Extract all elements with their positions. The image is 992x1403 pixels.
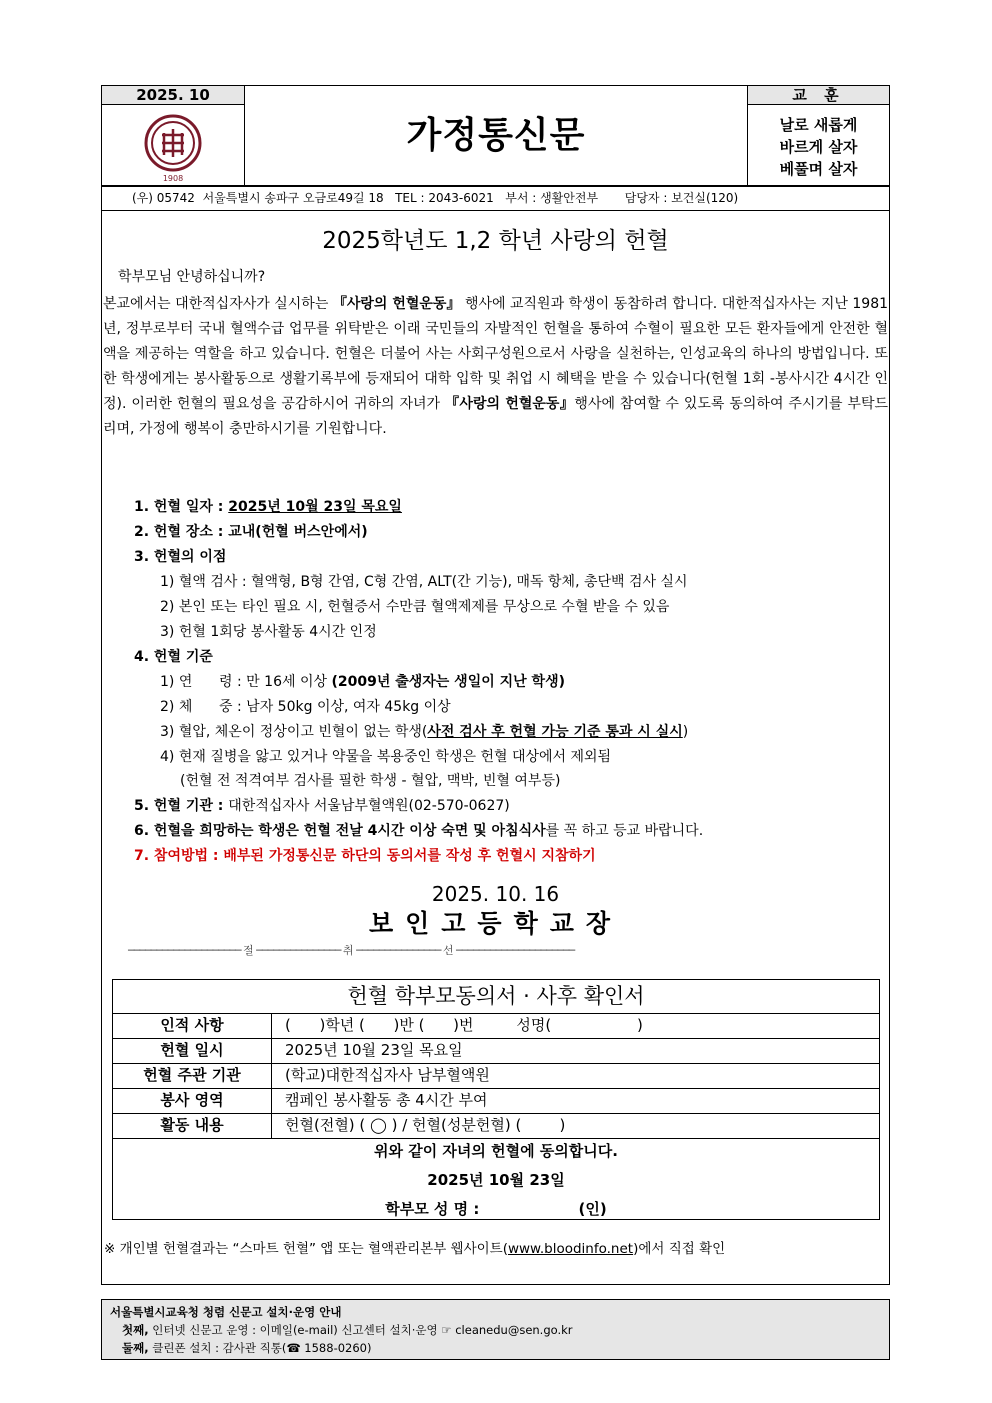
bloodinfo-link[interactable]: www.bloodinfo.net — [507, 1241, 634, 1257]
note-text: )에서 직접 확인 — [633, 1241, 726, 1257]
cut-mark: 선 — [442, 944, 454, 957]
consent-value: 캠페인 봉사활동 총 4시간 부여 — [285, 1091, 488, 1109]
item-place: 2. 헌혈 장소 : 교내(헌혈 버스안에서) — [134, 524, 368, 540]
benefit-2: 2) 본인 또는 타인 필요 시, 헌혈증서 수만큼 혈액제제를 무상으로 수혈 받을 수 있음 — [160, 599, 670, 615]
criteria-4-detail: (헌혈 전 적격여부 검사를 필한 학생 - 혈압, 맥박, 빈혈 여부등) — [180, 773, 561, 789]
consent-label: 헌혈 주관 기관 — [113, 1063, 272, 1088]
item-emphasis: 헌혈 전날 4시간 이상 숙면 및 아침식사 — [303, 823, 546, 839]
cut-line: ──────────────────── 절 ─────────────── 취 ─────────────── 선 ───────────────────── — [128, 944, 575, 957]
criteria-emphasis: 사전 검사 후 헌혈 가능 기준 통과 시 실시 — [427, 724, 683, 740]
campaign-name: 『사랑의 헌혈운동』 — [332, 296, 461, 312]
criteria-text: ) — [682, 724, 689, 740]
consent-value: 2025년 10월 23일 목요일 — [285, 1041, 463, 1059]
item-preparation — [134, 820, 703, 840]
consent-label: 헌혈 일시 — [113, 1038, 272, 1063]
consent-label: 봉사 영역 — [113, 1088, 272, 1113]
motto-heading: 교 훈 — [747, 85, 890, 105]
notice-line — [110, 1339, 889, 1357]
note-text: ※ 개인별 헌혈결과는 “스마트 헌혈” 앱 또는 혈액관리본부 웹사이트( — [104, 1241, 508, 1257]
criteria-1 — [160, 671, 565, 691]
motto-box — [747, 104, 890, 186]
consent-row — [113, 1038, 879, 1064]
signature-date: 2025. 10. 16 — [431, 882, 560, 906]
document-title: 2025학년도 1,2 학년 사랑의 헌혈 — [322, 228, 669, 254]
notice-title: 서울특별시교육청 청렴 신문고 설치·운영 안내 — [110, 1305, 342, 1319]
item-agency — [134, 795, 510, 815]
address-line: (우) 05742 서울특별시 송파구 오금로49길 18 TEL : 2043-6021 부서 : 생활안전부 담당자 : 보건실(120) — [101, 186, 890, 211]
criteria-text: 3) 혈압, 체온이 정상이고 빈혈이 없는 학생( — [160, 724, 428, 740]
consent-row — [113, 1088, 879, 1114]
motto-line: 날로 새롭게 — [779, 116, 858, 134]
item-label: 1. 헌혈 일자 : — [134, 499, 229, 515]
issue-date: 2025. 10 — [101, 85, 245, 105]
item-benefits: 3. 헌혈의 이점 — [134, 549, 227, 565]
benefit-1: 1) 혈액 검사 : 혈액형, B형 간염, C형 간염, ALT(간 기능), 매독 항체, 총단백 검사 실시 — [160, 574, 688, 590]
consent-value: (학교)대한적십자사 남부혈액원 — [285, 1066, 490, 1084]
consent-label: 인적 사항 — [113, 1013, 272, 1038]
item-text: 를 꼭 하고 등교 바랍니다. — [545, 823, 704, 839]
item-criteria: 4. 헌혈 기준 — [134, 649, 213, 665]
integrity-notice — [101, 1299, 890, 1360]
benefit-3: 3) 헌혈 1회당 봉사활동 4시간 인정 — [160, 624, 377, 640]
motto-line: 베풀며 살자 — [779, 160, 858, 178]
greeting: 학부모님 안녕하십니까? — [118, 269, 266, 285]
criteria-text: 1) 연 령 : 만 16세 이상 — [160, 674, 332, 690]
cut-mark: 절 — [242, 944, 254, 957]
consent-row — [113, 1063, 879, 1089]
criteria-emphasis: (2009년 출생자는 생일이 지난 학생) — [331, 674, 565, 690]
personal-info-field[interactable]: ( )학년 ( )반 ( )번 성명( ) — [285, 1016, 643, 1034]
consent-label: 활동 내용 — [113, 1113, 272, 1138]
consent-form — [112, 979, 880, 1220]
body-text: 행사에 참여할 수 있도록 동의하여 주시기를 부탁드리며, 가정에 행복이 충만하시기를 기원합니다. — [103, 396, 888, 437]
motto-line: 바르게 살자 — [779, 138, 858, 156]
item-participation: 7. 참여방법 : 배부된 가정통신문 하단의 동의서를 작성 후 헌혈시 지참하기 — [134, 848, 596, 864]
item-value: 대한적십자사 서울남부혈액원(02-570-0627) — [228, 798, 510, 814]
item-date — [134, 496, 402, 516]
activity-choice-field[interactable]: 헌혈(전혈) ( ◯ ) / 헌혈(성분헌혈) ( ) — [285, 1116, 566, 1134]
body-text: 본교에서는 대한적십자사가 실시하는 — [103, 296, 333, 312]
result-note — [104, 1237, 725, 1257]
school-seal-icon — [102, 105, 244, 185]
parent-signature-field[interactable]: 학부모 성 명 : (인) — [385, 1200, 607, 1218]
notice-line — [110, 1321, 889, 1339]
criteria-4: 4) 현재 질병을 앓고 있거나 약물을 복용중인 학생은 헌혈 대상에서 제외됨 — [160, 749, 612, 765]
item-value: 2025년 10월 23일 목요일 — [228, 499, 402, 515]
item-text: 6. 헌혈을 희망하는 학생은 — [134, 823, 304, 839]
school-logo — [101, 104, 245, 186]
cut-mark: 취 — [342, 944, 354, 957]
notice-text: 인터넷 신문고 운영 : 이메일(e-mail) 신고센터 설치·운영 ☞ cleanedu@sen.go.kr — [148, 1323, 573, 1337]
consent-row — [113, 1113, 879, 1139]
body-text: 행사에 교직원과 학생이 동참하려 합니다. 대한적십자사는 지난 1981년, 정부로부터 국내 혈액수급 업무를 위탁받은 이래 국민들의 자발적인 헌혈을 통하여 수혈이 필요한 모든 환자들에게 안전한 혈액을 제공하는 역할을 하고 있습니다. 헌혈은 더불어 사는 사회구성원으로서 사랑을 실천하는, 인성교육의 하나의 방법입니다. 또한 학생에게는 봉사활동으로 생활기록부에 등재되어 대학 입학 및 취업 시 혜택을 받을 수 있습니다(헌혈 1회 -봉사시간 4시간 인정). 이러한 헌혈의 필요성을 공감하시어 귀하의 자녀가 — [103, 296, 889, 412]
campaign-name: 『사랑의 헌혈운동』 — [444, 396, 575, 412]
criteria-3 — [160, 721, 688, 741]
notice-label: 첫째, — [122, 1323, 149, 1337]
notice-text: 클린폰 설치 : 감사관 직통(☎ 1588-0260) — [148, 1341, 372, 1355]
criteria-2: 2) 체 중 : 남자 50kg 이상, 여자 45kg 이상 — [160, 699, 451, 715]
consent-agree: 위와 같이 자녀의 헌혈에 동의합니다. — [374, 1142, 618, 1160]
notice-label: 둘째, — [122, 1341, 149, 1355]
item-label: 5. 헌혈 기관 : — [134, 798, 229, 814]
consent-row — [113, 1013, 879, 1039]
body-paragraph — [103, 292, 888, 442]
consent-date: 2025년 10월 23일 — [427, 1171, 565, 1189]
newsletter-title: 가정통신문 — [244, 85, 748, 186]
consent-title: 헌혈 학부모동의서 · 사후 확인서 — [113, 980, 879, 1014]
signature-name: 보인고등학교장 — [368, 909, 623, 938]
svg-text:1908: 1908 — [162, 174, 184, 183]
